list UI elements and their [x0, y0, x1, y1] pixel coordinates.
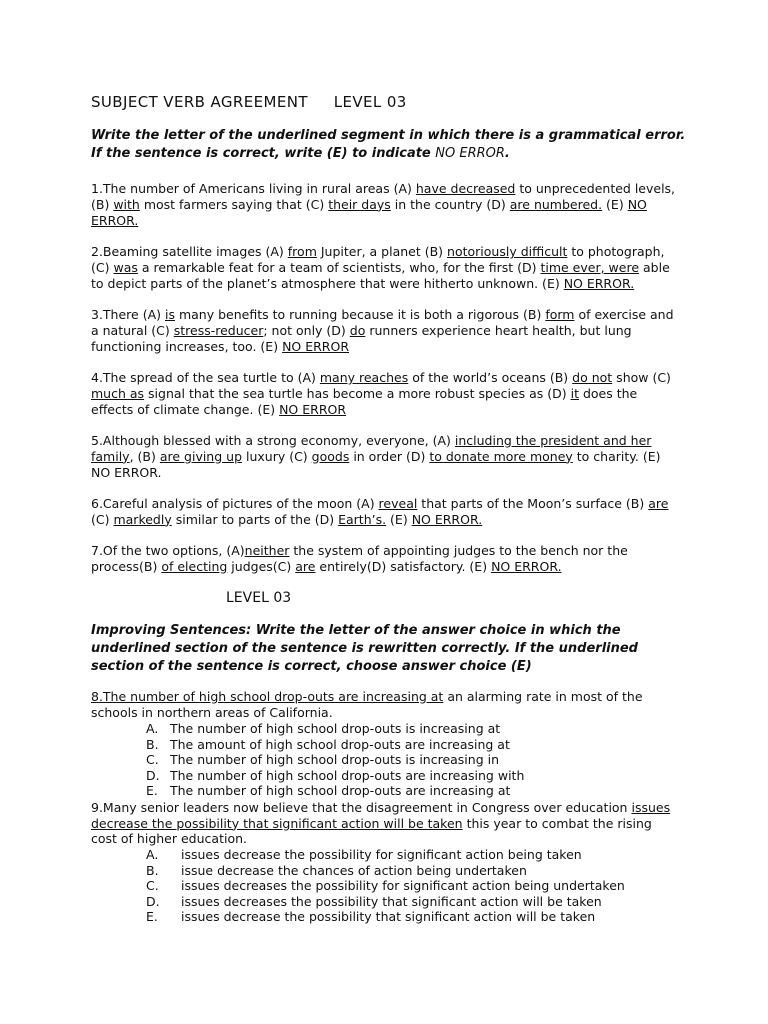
text-segment: 3.There (A)	[91, 307, 165, 322]
underlined-segment: from	[287, 244, 317, 259]
answer-option	[146, 783, 524, 799]
text-segment: entirely(D) satisfactory. (E)	[315, 558, 492, 574]
text-segment: the system of appointing judges to the bench nor the process(B)	[91, 543, 628, 574]
option-letter: C.	[146, 752, 159, 768]
text-segment: judges(C)	[227, 558, 296, 574]
option-text: The number of high school drop-outs are increasing at	[170, 783, 511, 799]
underlined-segment: 8.The number of high school drop-outs are increasing at	[91, 689, 444, 704]
option-letter: E.	[146, 909, 158, 925]
underlined-segment: NO ERROR.	[411, 511, 483, 527]
underlined-segment: have decreased	[415, 181, 516, 196]
answer-option	[146, 847, 625, 863]
underlined-segment: are	[648, 496, 669, 511]
text-segment: in the country (D)	[390, 196, 510, 212]
underlined-segment: do not	[572, 370, 613, 385]
underlined-segment: NO ERROR.	[491, 558, 562, 574]
text-segment: 9.Many senior leaders now believe that the disagreement in Congress over education	[91, 800, 632, 815]
option-letter: E.	[146, 783, 158, 799]
text-segment: show (C)	[612, 370, 671, 385]
text-segment: (E)	[386, 511, 412, 527]
text-segment: many benefits to running because it is both a rigorous (B)	[174, 307, 546, 322]
underlined-segment: their days	[328, 196, 391, 212]
text-segment: 4.The spread of the sea turtle to (A)	[91, 370, 320, 385]
underlined-segment: are	[295, 558, 316, 574]
text-segment: 6.Careful analysis of pictures of the moon (A)	[91, 496, 379, 511]
text-segment: similar to parts of the (D)	[171, 511, 339, 527]
option-text: issues decreases the possibility that significant action will be taken	[181, 893, 602, 909]
text-segment: 1.The number of Americans living in rural areas (A)	[91, 181, 416, 196]
underlined-segment: including the president and her family	[91, 433, 652, 464]
text-segment: luxury (C)	[242, 448, 312, 464]
instructions-line-2b: , write (E) to indicate	[274, 146, 436, 161]
text-segment: (C)	[91, 511, 114, 527]
text-segment: in order (D)	[349, 448, 430, 464]
underlined-segment: issues decrease the possibility that significant action will be taken	[91, 800, 671, 831]
text-segment: to unprecedented levels, (B)	[91, 181, 676, 212]
answer-option	[146, 863, 625, 879]
text-segment: 2.Beaming satellite images (A)	[91, 244, 288, 259]
underlined-segment: to donate more money	[429, 448, 573, 464]
answer-option	[146, 909, 625, 925]
question-7	[91, 543, 681, 575]
answer-option	[146, 768, 524, 784]
underlined-segment: form	[545, 307, 575, 322]
option-letter: B.	[146, 862, 159, 878]
instructions-line-2a: If the sentence is correct	[91, 146, 275, 161]
text-segment: Jupiter, a planet (B)	[316, 244, 448, 259]
instructions-no-error: NO ERROR	[435, 146, 505, 161]
underlined-segment: NO ERROR.	[91, 196, 647, 228]
underlined-segment: do	[349, 322, 366, 338]
underlined-segment: was	[113, 259, 138, 275]
option-text: The amount of high school drop-outs are increasing at	[170, 736, 510, 752]
answer-option	[146, 737, 524, 753]
text-segment: of exercise and a natural (C)	[91, 307, 674, 338]
option-text: The number of high school drop-outs is increasing at	[170, 721, 501, 736]
underlined-segment: NO ERROR	[279, 401, 347, 417]
option-text: The number of high school drop-outs are increasing with	[170, 767, 525, 783]
item-8-stem	[91, 689, 681, 720]
text-segment: to photograph, (C)	[91, 244, 665, 275]
underlined-segment: goods	[311, 448, 350, 464]
text-segment: an alarming rate in most of the schools in northern areas of California.	[91, 689, 643, 720]
answer-option	[146, 752, 524, 768]
underlined-segment: are numbered.	[509, 196, 603, 212]
text-segment: that parts of the Moon’s surface (B)	[417, 496, 649, 511]
instructions-period: .	[504, 146, 510, 161]
underlined-segment: reveal	[378, 496, 418, 511]
answer-option	[146, 878, 625, 894]
underlined-segment: of electing	[161, 558, 228, 574]
option-text: issues decrease the possibility that significant action will be taken	[181, 909, 596, 925]
text-segment: of the world’s oceans (B)	[408, 370, 573, 385]
instructions-part-2: Improving Sentences: Write the letter of the answer choice in which the underlined section of the sentence is rewritten correctly. If the underlined section of the sentence is correct, choose answer choice (E)	[91, 623, 638, 674]
option-letter: C.	[146, 878, 159, 894]
text-segment: 5.Although blessed with a strong economy, everyone, (A)	[91, 433, 455, 448]
option-text: issues decrease the possibility for significant action being taken	[181, 847, 582, 862]
text-segment: runners experience heart health, but lung functioning increases, too. (E)	[91, 322, 632, 354]
underlined-segment: many reaches	[319, 370, 409, 385]
underlined-segment: Earth’s.	[338, 511, 387, 527]
option-letter: A.	[146, 847, 159, 862]
option-text: issues decreases the possibility for significant action being undertaken	[181, 878, 625, 894]
option-text: issue decrease the chances of action being undertaken	[181, 862, 527, 878]
question-1	[91, 181, 681, 228]
text-segment: most farmers saying that (C)	[139, 196, 329, 212]
underlined-segment: with	[113, 196, 140, 212]
option-letter: B.	[146, 736, 159, 752]
worksheet-title: SUBJECT VERB AGREEMENT LEVEL 03	[91, 93, 407, 111]
text-segment: , (B)	[129, 448, 160, 464]
item-8-options	[146, 721, 524, 799]
underlined-segment: notoriously difficult	[447, 244, 568, 259]
underlined-segment: are giving up	[159, 448, 242, 464]
underlined-segment: stress-reducer	[173, 322, 264, 338]
level-heading: LEVEL 03	[226, 590, 292, 606]
text-segment: 7.Of the two options, (A)	[91, 543, 245, 558]
item-9-options	[146, 847, 625, 925]
text-segment: to charity. (E) NO ERROR.	[91, 448, 661, 480]
option-letter: D.	[146, 767, 160, 783]
text-segment: able to depict parts of the planet’s atmosphere that were hitherto unknown. (E)	[91, 259, 670, 291]
question-3	[91, 307, 681, 354]
answer-option	[146, 894, 625, 910]
underlined-segment: it	[570, 385, 579, 401]
question-6	[91, 496, 681, 528]
item-9-stem	[91, 800, 681, 847]
question-5	[91, 433, 681, 480]
option-letter: A.	[146, 721, 159, 736]
answer-option	[146, 721, 524, 737]
option-text: The number of high school drop-outs is increasing in	[170, 752, 500, 768]
question-2	[91, 244, 681, 291]
underlined-segment: neither	[244, 543, 290, 558]
text-segment: this year to combat the rising cost of higher education.	[91, 815, 652, 847]
underlined-segment: much as	[91, 385, 145, 401]
text-segment: (E)	[602, 196, 628, 212]
text-segment: a remarkable feat for a team of scientists, who, for the first (D)	[137, 259, 541, 275]
underlined-segment: NO ERROR	[282, 338, 350, 354]
option-letter: D.	[146, 893, 160, 909]
text-segment: ; not only (D)	[263, 322, 350, 338]
instructions-line-1: Write the letter of the underlined segment in which there is a grammatical error.	[91, 128, 686, 143]
question-4	[91, 370, 681, 417]
text-segment: does the effects of climate change. (E)	[91, 385, 638, 417]
underlined-segment: NO ERROR.	[563, 275, 635, 291]
underlined-segment: markedly	[113, 511, 172, 527]
text-segment: signal that the sea turtle has become a more robust species as (D)	[144, 385, 571, 401]
underlined-segment: is	[164, 307, 175, 322]
underlined-segment: time ever, were	[540, 259, 640, 275]
instructions-part-1	[91, 127, 691, 163]
